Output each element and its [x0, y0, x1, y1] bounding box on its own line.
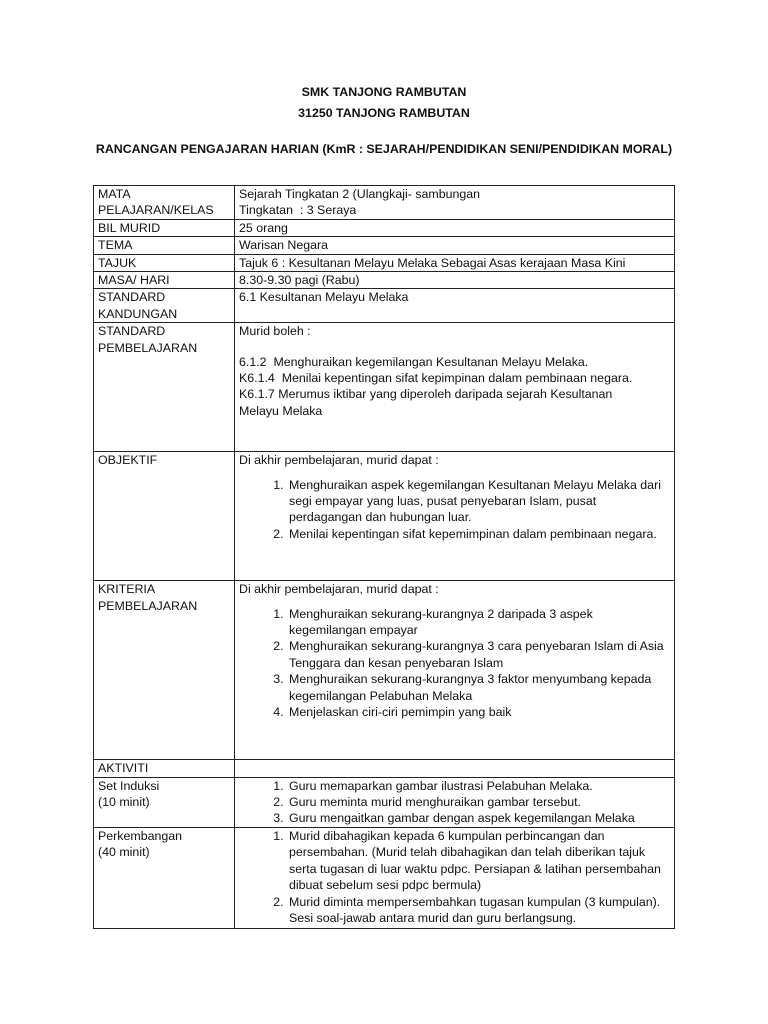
- lesson-plan-table: [93, 185, 675, 929]
- label-objektif: OBJEKTIF: [94, 452, 235, 581]
- label-line: PELAJARAN/KELAS: [98, 203, 214, 218]
- standard-item: K6.1.4 Menilai kepentingan sifat kepimpinan dalam pembinaan negara.: [239, 371, 633, 386]
- label-line: MATA: [98, 187, 131, 201]
- label-masa-hari: MASA/ HARI: [94, 272, 235, 289]
- row-perkembangan: [94, 827, 675, 928]
- label-aktiviti: AKTIVITI: [94, 760, 235, 777]
- standard-item: Melayu Melaka: [239, 403, 323, 418]
- list-item: 1. Guru memaparkan gambar ilustrasi Pelabuhan Melaka.: [287, 778, 670, 794]
- label-line: Perkembangan: [98, 828, 183, 843]
- label-tajuk: TAJUK: [94, 254, 235, 271]
- label-bil-murid: BIL MURID: [94, 219, 235, 236]
- value-perkembangan: [235, 827, 675, 928]
- row-tema: [94, 237, 675, 254]
- value-standard-pembelajaran: [235, 323, 675, 452]
- document-title: RANCANGAN PENGAJARAN HARIAN (KmR : SEJARAH/PENDIDIKAN SENI/PENDIDIKAN MORAL): [95, 142, 673, 156]
- list-item: 3. Menghuraikan sekurang-kurangnya 3 faktor menyumbang kepada kegemilangan Pelabuhan Melaka: [287, 671, 670, 704]
- label-standard-kandungan: [94, 289, 235, 323]
- list-item: 3. Guru mengaitkan gambar dengan aspek kegemilangan Melaka: [287, 810, 670, 826]
- label-line: (10 minit): [98, 795, 150, 810]
- standard-item: K6.1.7 Merumus iktibar yang diperoleh daripada sejarah Kesultanan: [239, 387, 613, 402]
- list-item: 1. Murid dibahagikan kepada 6 kumpulan perbincangan dan persembahan. (Murid telah dibahagikan dan telah diberikan tajuk serta tugasan di luar waktu pdpc. Persiapan & latihan persembahan dibuat sebelum sesi pdpc bermula): [287, 828, 670, 894]
- value-bil-murid: 25 orang: [235, 219, 675, 236]
- perkembangan-list: [239, 828, 670, 926]
- label-line: PEMBELAJARAN: [98, 340, 198, 355]
- list-item: 1. Menghuraikan sekurang-kurangnya 2 daripada 3 aspek kegemilangan empayar: [287, 606, 670, 639]
- intro-text: Di akhir pembelajaran, murid dapat :: [239, 582, 439, 597]
- value-tema: Warisan Negara: [235, 237, 675, 254]
- label-line: KANDUNGAN: [98, 306, 178, 321]
- kriteria-list: [239, 606, 670, 721]
- value-tajuk: Tajuk 6 : Kesultanan Melayu Melaka Sebagai Asas kerajaan Masa Kini: [235, 254, 675, 271]
- objektif-list: [239, 477, 670, 543]
- value-aktiviti: [235, 760, 675, 777]
- row-set-induksi: [94, 777, 675, 827]
- label-line: Set Induksi: [98, 778, 160, 793]
- row-mata-pelajaran: [94, 186, 675, 220]
- intro-text: Murid boleh :: [239, 324, 311, 339]
- list-item: 2. Menilai kepentingan sifat kepemimpinan dalam pembinaan negara.: [287, 526, 670, 542]
- row-aktiviti: [94, 760, 675, 777]
- label-mata-pelajaran: [94, 186, 235, 220]
- value-standard-kandungan: 6.1 Kesultanan Melayu Melaka: [235, 289, 675, 323]
- school-name: SMK TANJONG RAMBUTAN: [301, 85, 467, 99]
- value-masa-hari: 8.30-9.30 pagi (Rabu): [235, 272, 675, 289]
- value-set-induksi: [235, 777, 675, 827]
- label-tema: TEMA: [94, 237, 235, 254]
- row-masa-hari: [94, 272, 675, 289]
- label-line: (40 minit): [98, 845, 150, 860]
- list-item: 1. Menghuraikan aspek kegemilangan Kesultanan Melayu Melaka dari segi empayar yang luas, pusat penyebaran Islam, pusat perdagangan dan hubungan luar.: [287, 477, 670, 526]
- row-bil-murid: [94, 219, 675, 236]
- induksi-list: [239, 778, 670, 827]
- label-standard-pembelajaran: [94, 323, 235, 452]
- label-line: STANDARD: [98, 290, 166, 305]
- value-line: Sejarah Tingkatan 2 (Ulangkaji- sambungan: [239, 187, 481, 201]
- value-mata-pelajaran: [235, 186, 675, 220]
- intro-text: Di akhir pembelajaran, murid dapat :: [239, 453, 439, 468]
- value-line: Tingkatan : 3 Seraya: [239, 203, 357, 218]
- row-kriteria-pembelajaran: [94, 581, 675, 760]
- row-tajuk: [94, 254, 675, 271]
- label-line: PEMBELAJARAN: [98, 598, 198, 613]
- label-kriteria-pembelajaran: [94, 581, 235, 760]
- value-objektif: [235, 452, 675, 581]
- list-item: 2. Menghuraikan sekurang-kurangnya 3 cara penyebaran Islam di Asia Tenggara dan kesan penyebaran Islam: [287, 638, 670, 671]
- row-standard-pembelajaran: [94, 323, 675, 452]
- label-set-induksi: [94, 777, 235, 827]
- list-item: 2. Murid diminta mempersembahkan tugasan kumpulan (3 kumpulan). Sesi soal-jawab antara murid dan guru berlangsung.: [287, 894, 670, 927]
- list-item: 2. Guru meminta murid menghuraikan gambar tersebut.: [287, 794, 670, 810]
- value-kriteria-pembelajaran: [235, 581, 675, 760]
- label-line: KRITERIA: [98, 582, 156, 597]
- standard-item: 6.1.2 Menghuraikan kegemilangan Kesultanan Melayu Melaka.: [239, 354, 589, 369]
- school-address: 31250 TANJONG RAMBUTAN: [298, 106, 470, 120]
- label-perkembangan: [94, 827, 235, 928]
- list-item: 4. Menjelaskan ciri-ciri pemimpin yang baik: [287, 704, 670, 720]
- label-line: STANDARD: [98, 324, 166, 339]
- row-objektif: [94, 452, 675, 581]
- row-standard-kandungan: [94, 289, 675, 323]
